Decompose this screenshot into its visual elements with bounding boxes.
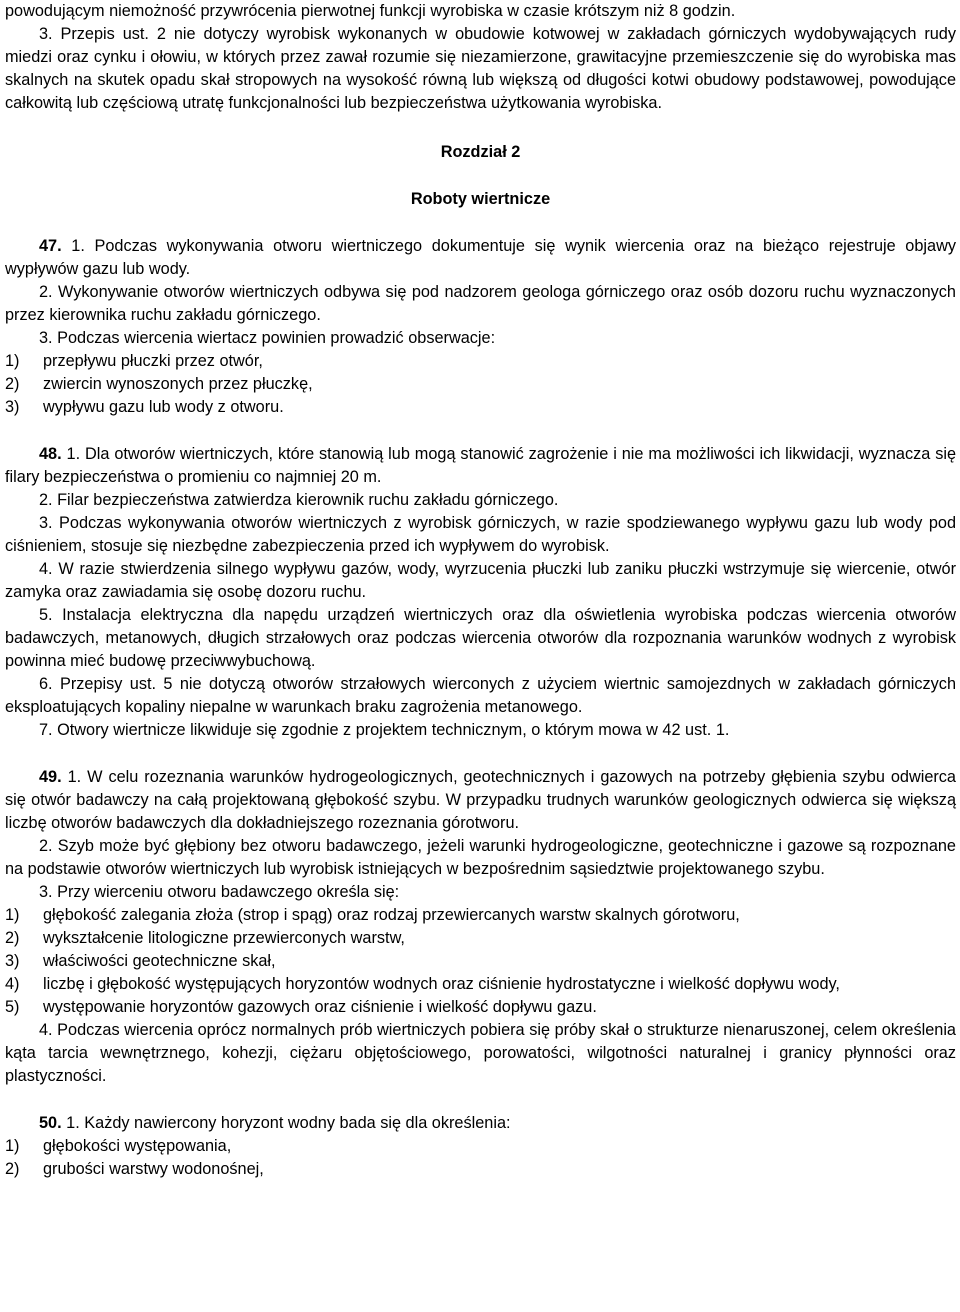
- para-text: 1. Dla otworów wiertniczych, które stanowią lub mogą stanowić zagrożenie i nie ma możliwości ich likwidacji, wyznacza się filary bezpieczeństwa o promieniu co najmniej 20 m.: [5, 445, 957, 486]
- section-number: 48.: [39, 445, 62, 463]
- section-47-para-1: [5, 235, 956, 281]
- section-48-para-4: 4. W razie stwierdzenia silnego wypływu gazów, wody, wyrzucenia płuczki lub zaniku płuczki wstrzymuje się wiercenie, otwór zamyka oraz zawiadamia się osobę dozoru ruchu.: [5, 560, 956, 601]
- chapter-heading: Rozdział 2: [440, 143, 521, 161]
- section-49-para-4: 4. Podczas wiercenia oprócz normalnych prób wiertniczych pobiera się próby skał o strukturze nienaruszonej, celem określenia kąta tarcia wewnętrznego, kohezji, ciężaru objętościowego, porowatości, wilgotności naturalnej i granicy płynności oraz plastyczności.: [5, 1021, 956, 1085]
- continuation-line: powodującym niemożność przywrócenia pierwotnej funkcji wyrobiska w czasie krótszym niż 8 godzin.: [5, 2, 736, 20]
- list-item: 3) wypływu gazu lub wody z otworu.: [5, 398, 284, 416]
- list-item: 2) wykształcenie litologiczne przewierconych warstw,: [5, 929, 405, 947]
- para-text: 1. Każdy nawiercony horyzont wodny bada się dla określenia:: [66, 1114, 511, 1132]
- section-48-para-5: 5. Instalacja elektryczna dla napędu urządzeń wiertniczych oraz dla oświetlenia wyrobiska podczas wiercenia otworów badawczych, metanowych, długich strzałowych oraz podczas wiercenia otworów dla rozpoznania warunków wodnych z wyrobisk powinna mieć budowę przeciwwybuchową.: [5, 606, 956, 670]
- list-item: 2) grubości warstwy wodonośnej,: [5, 1160, 264, 1178]
- section-number: 47.: [39, 237, 62, 255]
- section-47-para-2: 2. Wykonywanie otworów wiertniczych odbywa się pod nadzorem geologa górniczego oraz osób dozoru ruchu wyznaczonych przez kierownika ruchu zakładu górniczego.: [5, 283, 956, 324]
- list-item: 3) właściwości geotechniczne skał,: [5, 952, 276, 970]
- list-item: 1) przepływu płuczki przez otwór,: [5, 352, 263, 370]
- list-item: 1) głębokości występowania,: [5, 1137, 232, 1155]
- section-48-para-7: 7. Otwory wiertnicze likwiduje się zgodnie z projektem technicznym, o którym mowa w 42 ust. 1.: [39, 721, 730, 739]
- section-49-para-1: [5, 766, 956, 835]
- section-49-para-2: 2. Szyb może być głębiony bez otworu badawczego, jeżeli warunki hydrogeologiczne, geotechniczne i gazowe są rozpoznane na podstawie otworów wiertniczych lub wyrobisk istniejących w bezpośrednim sąsiedztwie projektowanego szybu.: [5, 837, 956, 878]
- section-48-para-3: 3. Podczas wykonywania otworów wiertniczych z wyrobisk górniczych, w razie spodziewanego wypływu gazu lub wody pod ciśnieniem, stosuje się niezbędne zabezpieczenia przed ich wypływem do wyrobisk.: [5, 514, 956, 555]
- section-47: [5, 235, 956, 419]
- section-number: 50.: [39, 1114, 62, 1132]
- section-49-para-3: 3. Przy wierceniu otworu badawczego określa się:: [39, 883, 400, 901]
- section-47-para-3: 3. Podczas wiercenia wiertacz powinien prowadzić obserwacje:: [39, 329, 496, 347]
- list-item: 5) występowanie horyzontów gazowych oraz ciśnienie i wielkość dopływu gazu.: [5, 998, 597, 1016]
- paragraph-3: 3. Przepis ust. 2 nie dotyczy wyrobisk wykonanych w obudowie kotwowej w zakładach górniczych wydobywających rudy miedzi oraz cynku i ołowiu, w których przez zawał rozumie się niezamierzone, grawitacyjne przemieszczenie się do wyrobiska mas skalnych na skutek opadu skał stropowych na wysokość równą lub większą od długości kotwi obudowy podstawowej, powodujące całkowitą lub częściową utratę funkcjonalności lub bezpieczeństwa użytkowania wyrobiska.: [5, 25, 956, 112]
- section-48: [5, 443, 956, 742]
- section-49: [5, 766, 956, 1088]
- para-text: 1. Podczas wykonywania otworu wiertniczego dokumentuje się wynik wiercenia oraz na bieżąco rejestruje objawy wypływów gazu lub wody.: [5, 237, 956, 278]
- chapter-title: Roboty wiertnicze: [410, 190, 551, 208]
- section-48-para-1: [5, 443, 956, 489]
- section-48-para-6: 6. Przepisy ust. 5 nie dotyczą otworów strzałowych wierconych z użyciem wiertnic samojezdnych w zakładach górniczych eksploatujących kopaliny niepalne w warunkach braku zagrożenia metanowego.: [5, 675, 956, 716]
- section-50-para-1: [5, 1112, 956, 1135]
- list-item: 2) zwiercin wynoszonych przez płuczkę,: [5, 375, 313, 393]
- para-text: 1. W celu rozeznania warunków hydrogeologicznych, geotechnicznych i gazowych na potrzeby głębienia szybu odwierca się otwór badawczy na całą projektowaną głębokość szybu. W przypadku trudnych warunków geologicznych odwierca się większą liczbę otworów badawczych dla dokładniejszego rozeznania górotworu.: [5, 768, 956, 832]
- section-50: [5, 1112, 956, 1181]
- list-item: 1) głębokość zalegania złoża (strop i spąg) oraz rodzaj przewiercanych warstw skalnych górotworu,: [5, 906, 740, 924]
- list-item: 4) liczbę i głębokość występujących horyzontów wodnych oraz ciśnienie hydrostatyczne i wielkość dopływu wody,: [5, 975, 840, 993]
- section-48-para-2: 2. Filar bezpieczeństwa zatwierdza kierownik ruchu zakładu górniczego.: [39, 491, 559, 509]
- section-number: 49.: [39, 768, 62, 786]
